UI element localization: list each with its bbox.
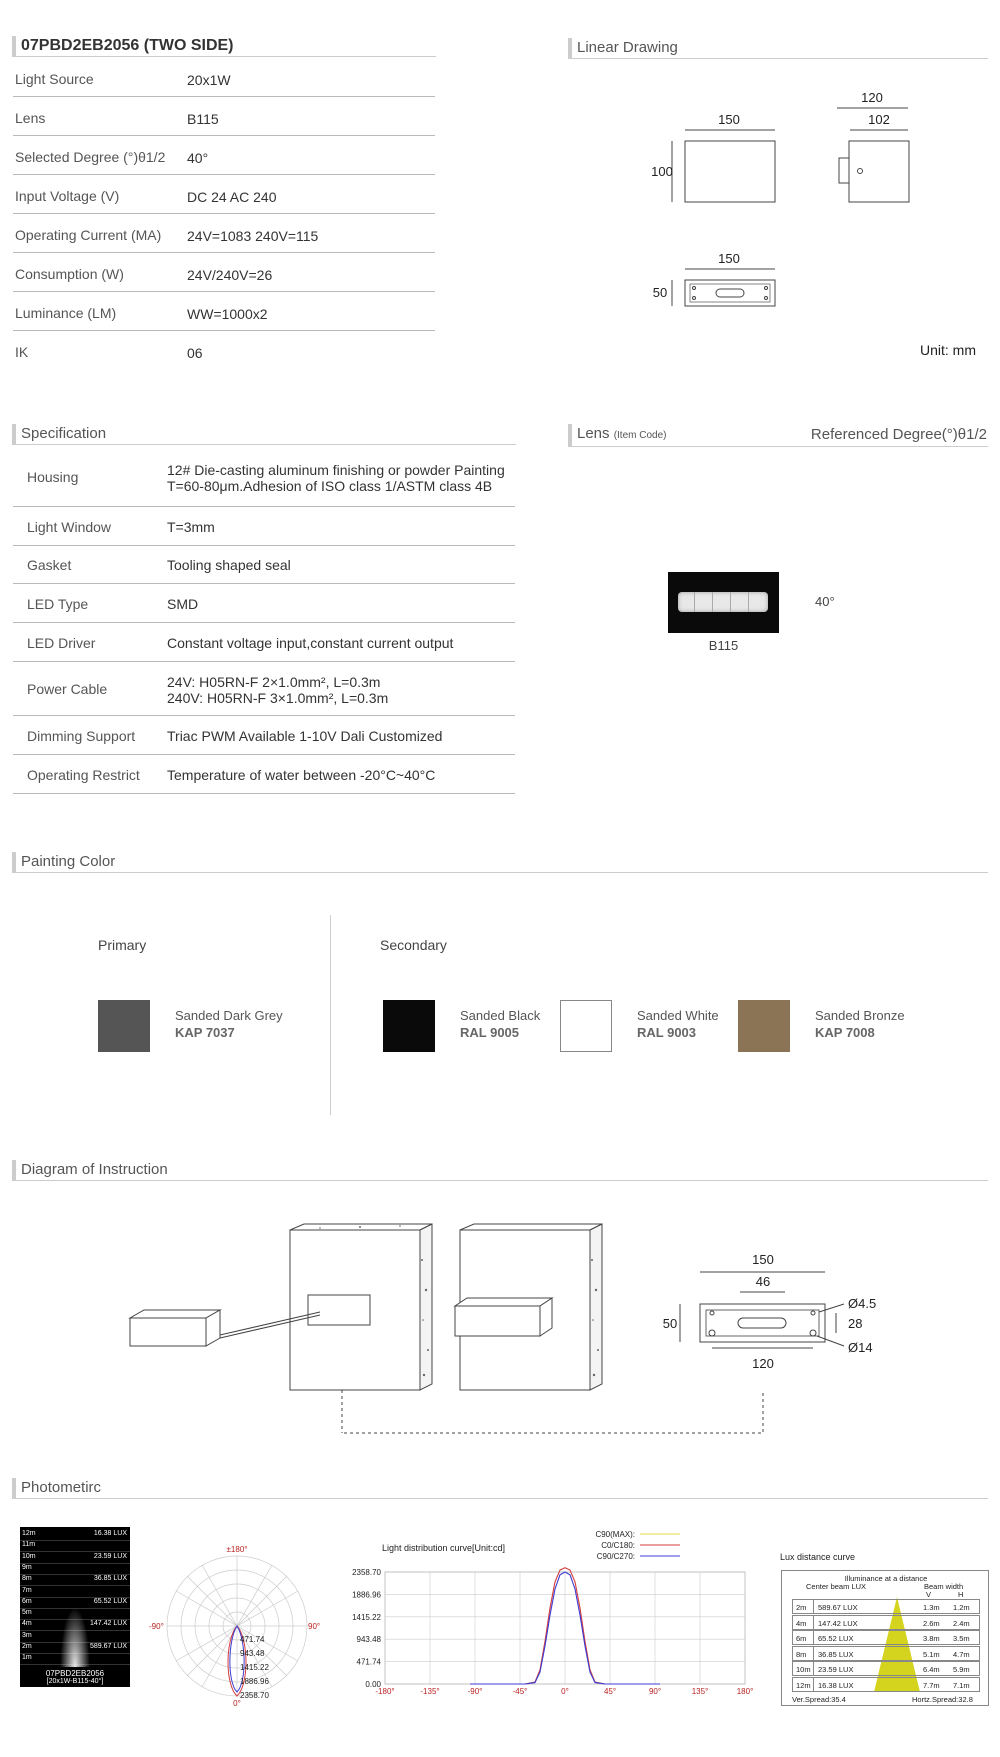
- polar-value: 2358.70: [240, 1691, 269, 1700]
- distance-label: 10m: [22, 1552, 36, 1560]
- product-row: [13, 253, 435, 292]
- diag-inner-height: 28: [848, 1316, 863, 1331]
- spec-value-line-1: Tooling shaped seal: [167, 557, 291, 573]
- diagram-title: Diagram of Instruction: [12, 1160, 988, 1181]
- distance-label: 11m: [22, 1541, 36, 1549]
- distance-label: 1m: [22, 1654, 32, 1662]
- spec-value-line-1: Temperature of water between -20°C~40°C: [167, 766, 436, 783]
- spec-row-value: [167, 728, 442, 744]
- distance-lux: 16.38 LUX: [93, 1530, 127, 1537]
- diag-hole-small: Ø4.5: [848, 1296, 877, 1311]
- lens-degree: 40°: [815, 594, 835, 609]
- lux-row-distance: 10m: [796, 1665, 811, 1674]
- x-tick-label: -90°: [467, 1687, 483, 1696]
- lux-table-col1: Center beam LUX: [806, 1582, 867, 1591]
- x-tick-label: 0°: [561, 1687, 569, 1696]
- lux-row-h: 3.5m: [953, 1634, 970, 1643]
- spec-row: [13, 662, 515, 716]
- color-label: [460, 1007, 540, 1041]
- lux-table-row: [792, 1661, 980, 1676]
- lux-row-value: 589.67 LUX: [818, 1603, 858, 1612]
- spec-row-key: LED Driver: [27, 634, 96, 651]
- distance-lux: 589.67 LUX: [90, 1643, 127, 1650]
- y-tick-label: 0.00: [365, 1680, 381, 1689]
- distance-label: 8m: [22, 1575, 32, 1583]
- lux-table-h: H: [958, 1590, 964, 1599]
- spec-row-value: [167, 462, 505, 494]
- linear-drawing-title: Linear Drawing: [568, 38, 988, 59]
- dim-bottom-width: 150: [718, 251, 740, 266]
- spec-row-key: Dimming Support: [27, 727, 136, 744]
- spec-row: [13, 546, 515, 584]
- lux-distance-title: Lux distance curve: [780, 1552, 856, 1562]
- distance-label: 7m: [22, 1586, 32, 1594]
- lux-table-v: V: [926, 1590, 932, 1599]
- diag-dim-total: 150: [752, 1252, 774, 1267]
- light-distribution-chart: [340, 1527, 765, 1702]
- lux-row-h: 2.4m: [953, 1618, 970, 1628]
- product-row-key: IK: [15, 344, 29, 360]
- spec-row-key: Light Window: [27, 518, 112, 535]
- installation-diagram: [120, 1220, 880, 1430]
- spec-value-line-1: 24V: H05RN-F 2×1.0mm², L=0.3m: [167, 674, 381, 690]
- lux-table-row: [792, 1677, 980, 1692]
- lux-row-v: 6.4m: [923, 1665, 940, 1674]
- spec-value-line-1: Constant voltage input,constant current output: [167, 634, 454, 651]
- x-tick-label: 180°: [736, 1687, 754, 1696]
- product-row-key: Luminance (LM): [15, 305, 117, 321]
- lux-table: [781, 1570, 989, 1706]
- lux-row-distance: 8m: [796, 1649, 807, 1659]
- lux-row-distance: 6m: [796, 1634, 807, 1643]
- lux-row-h: 4.7m: [953, 1649, 970, 1659]
- product-row: [13, 58, 435, 97]
- spec-row: [13, 623, 515, 662]
- mounting-plate: [308, 1295, 370, 1325]
- spec-row-key: Gasket: [27, 557, 72, 573]
- spec-row: [13, 755, 515, 794]
- product-row: [13, 331, 435, 370]
- product-row-key: Input Voltage (V): [15, 188, 120, 204]
- lux-row-value: 36.85 LUX: [818, 1649, 854, 1659]
- spec-row-key: Housing: [27, 468, 79, 485]
- fixture-1: [130, 1310, 220, 1346]
- ver-spread: Ver.Spread:35.4: [792, 1695, 846, 1704]
- lux-row-divider: [813, 1678, 814, 1692]
- x-tick-label: -45°: [512, 1687, 528, 1696]
- lux-row-value: 23.59 LUX: [818, 1665, 854, 1674]
- y-tick-label: 471.74: [356, 1657, 381, 1667]
- x-tick-label: 45°: [603, 1687, 617, 1696]
- product-title: 07PBD2EB2056 (TWO SIDE): [12, 36, 436, 57]
- spec-row: [13, 716, 515, 755]
- spec-value-line-1: SMD: [167, 595, 199, 612]
- color-name: Sanded Black: [460, 1008, 541, 1023]
- color-swatch: [383, 1000, 435, 1052]
- x-tick-label: 135°: [691, 1687, 709, 1696]
- product-row: [13, 175, 435, 214]
- polar-value: 471.74: [240, 1635, 265, 1644]
- lux-distance-image: [20, 1527, 130, 1687]
- product-row-value: B115: [187, 111, 219, 127]
- lux-table-row: [792, 1630, 980, 1645]
- lux-table-row: [792, 1599, 980, 1614]
- unit-label: Unit: mm: [920, 342, 976, 358]
- lux-row-v: 1.3m: [923, 1603, 940, 1612]
- diag-hole-distance: 120: [752, 1356, 774, 1371]
- color-divider: [330, 915, 331, 1115]
- lux-table-col2: Beam width: [924, 1582, 964, 1591]
- polar-diagram: [145, 1540, 321, 1708]
- lux-row-value: 147.42 LUX: [818, 1618, 858, 1628]
- color-name: Sanded White: [637, 1008, 719, 1023]
- dim-side-total: 120: [861, 90, 883, 105]
- distance-lux: 36.85 LUX: [93, 1575, 127, 1583]
- polar-value: 1886.96: [240, 1677, 269, 1686]
- color-swatch: [738, 1000, 790, 1052]
- color-code: RAL 9005: [460, 1025, 520, 1040]
- lens-title-small: (Item Code): [613, 430, 667, 441]
- diag-dim-slot: 46: [755, 1274, 771, 1289]
- dim-bottom-height: 50: [652, 285, 668, 300]
- polar-right-label: 90°: [308, 1622, 321, 1631]
- legend-label: C0/C180:: [601, 1541, 635, 1550]
- lux-row-v: 7.7m: [923, 1680, 940, 1690]
- dim-side-width: 102: [868, 112, 890, 127]
- lux-row-h: 5.9m: [953, 1665, 970, 1674]
- product-row-value: WW=1000x2: [187, 306, 268, 322]
- distance-label: 12m: [22, 1530, 36, 1537]
- y-tick-label: 943.48: [356, 1635, 381, 1645]
- y-tick-label: 1415.22: [352, 1612, 381, 1622]
- lux-row-v: 3.8m: [923, 1634, 940, 1643]
- spec-row: [13, 446, 515, 507]
- lens-code: B115: [708, 638, 739, 653]
- linear-drawing: [640, 88, 940, 328]
- spec-row-value: [167, 596, 198, 612]
- dim-front-width: 150: [718, 112, 740, 127]
- product-row-key: Consumption (W): [15, 266, 124, 282]
- distance-label: 3m: [22, 1631, 32, 1639]
- spec-row-value: [167, 767, 435, 783]
- legend-label: C90(MAX):: [595, 1530, 635, 1539]
- y-tick-label: 1886.96: [352, 1590, 381, 1600]
- dim-front-height: 100: [651, 164, 673, 179]
- referenced-degree-title: Referenced Degree(°)θ1/2: [810, 426, 987, 443]
- painting-color-title: Painting Color: [12, 852, 988, 873]
- lux-row-h: 1.2m: [953, 1603, 970, 1612]
- diag-dim-height: 50: [662, 1316, 678, 1331]
- color-code: KAP 7037: [175, 1025, 235, 1040]
- product-row: [13, 214, 435, 253]
- color-code: RAL 9003: [637, 1025, 697, 1040]
- lux-row-v: 5.1m: [923, 1649, 940, 1659]
- lux-row-divider: [813, 1631, 814, 1645]
- distance-gridline: [20, 1540, 130, 1541]
- distance-caption-2: [20x1W-B115-40°]: [46, 1678, 104, 1685]
- lux-row-distance: 2m: [796, 1603, 807, 1612]
- spec-value-line-1: Triac PWM Available 1-10V Dali Customized: [167, 727, 443, 744]
- lux-row-value: 16.38 LUX: [818, 1680, 854, 1690]
- color-label: [175, 1007, 283, 1041]
- curve-title: Light distribution curve[Unit:cd]: [382, 1543, 506, 1553]
- spec-row: [13, 507, 515, 546]
- spec-row-value: [167, 635, 453, 651]
- product-row-value: DC 24 AC 240: [187, 189, 277, 205]
- product-row-value: 20x1W: [187, 72, 231, 88]
- lux-row-distance: 4m: [796, 1618, 807, 1628]
- product-row: [13, 97, 435, 136]
- polar-bottom-label: 0°: [233, 1699, 241, 1708]
- product-row-key: Lens: [15, 110, 46, 126]
- color-name: Sanded Bronze: [815, 1008, 905, 1023]
- lux-row-divider: [813, 1616, 814, 1630]
- lens-title-text: Lens: [577, 425, 610, 442]
- spec-row-key: LED Type: [27, 595, 89, 612]
- light-beam: [60, 1607, 90, 1667]
- lux-table-header: Illuminance at a distance: [844, 1574, 928, 1583]
- distance-gridline: [20, 1563, 130, 1564]
- x-tick-label: -135°: [420, 1687, 440, 1696]
- specification-title: Specification: [12, 424, 516, 445]
- spec-value-line-2: 240V: H05RN-F 3×1.0mm², L=0.3m: [167, 690, 389, 706]
- polar-top-label: ±180°: [226, 1545, 248, 1554]
- product-row-key: Operating Current (MA): [15, 227, 162, 243]
- product-row-key: Light Source: [15, 71, 94, 87]
- distance-caption-1: 07PBD2EB2056: [45, 1669, 105, 1678]
- product-row-value: 24V=1083 240V=115: [187, 228, 319, 244]
- distance-label: 4m: [22, 1620, 32, 1628]
- distance-lux: 65.52 LUX: [93, 1597, 127, 1605]
- lens-image: [668, 572, 779, 633]
- lux-row-value: 65.52 LUX: [818, 1634, 854, 1643]
- spec-row-key: Power Cable: [27, 681, 108, 697]
- spec-row-value: [167, 519, 215, 535]
- spec-value-line-2: T=60-80μm.Adhesion of ISO class 1/ASTM class 4B: [167, 477, 493, 494]
- photometric-title: Photometirc: [12, 1478, 988, 1499]
- lux-row-divider: [813, 1662, 814, 1676]
- diag-hole-big: Ø14: [848, 1340, 873, 1355]
- product-row: [13, 136, 435, 175]
- spec-row-key: Operating Restrict: [27, 766, 140, 783]
- lux-table-row: [792, 1615, 980, 1630]
- color-swatch: [98, 1000, 150, 1052]
- spec-value-line-1: 12# Die-casting aluminum finishing or powder Painting: [167, 461, 505, 478]
- lux-row-v: 2.6m: [923, 1618, 940, 1628]
- product-row-value: 24V/240V=26: [187, 267, 273, 283]
- primary-label: Primary: [98, 937, 147, 953]
- lux-table-row: [792, 1646, 980, 1661]
- distance-label: 9m: [22, 1563, 32, 1571]
- color-code: KAP 7008: [815, 1025, 875, 1040]
- product-row-value: 40°: [187, 150, 209, 166]
- spec-value-line-1: T=3mm: [167, 518, 215, 535]
- color-label: [637, 1007, 719, 1041]
- lux-row-distance: 12m: [796, 1680, 811, 1690]
- legend-label: C90/C270:: [596, 1552, 635, 1561]
- x-tick-label: 90°: [648, 1687, 662, 1696]
- lux-row-h: 7.1m: [953, 1680, 970, 1690]
- distance-label: 6m: [22, 1597, 32, 1605]
- x-tick-label: -180°: [375, 1687, 395, 1696]
- distance-label: 5m: [22, 1609, 32, 1617]
- hor-spread: Hortz.Spread:32.8: [912, 1695, 973, 1704]
- distance-label: 2m: [22, 1643, 32, 1650]
- product-row-key: Selected Degree (°)θ1/2: [15, 149, 166, 165]
- distance-lux: 147.42 LUX: [90, 1620, 127, 1628]
- color-swatch: [560, 1000, 612, 1052]
- y-tick-label: 2358.70: [352, 1568, 381, 1577]
- distance-gridline: [20, 1585, 130, 1586]
- polar-left-label: -90°: [149, 1622, 164, 1631]
- distance-lux: 23.59 LUX: [93, 1552, 127, 1560]
- polar-value: 1415.22: [240, 1663, 269, 1672]
- polar-value: 943.48: [240, 1649, 265, 1658]
- spec-row-value: [167, 557, 291, 573]
- secondary-label: Secondary: [380, 937, 447, 953]
- product-row: [13, 292, 435, 331]
- color-label: [815, 1007, 905, 1041]
- front-view: [685, 141, 775, 202]
- lux-row-divider: [813, 1647, 814, 1661]
- product-row-value: 06: [187, 345, 203, 361]
- color-name: Sanded Dark Grey: [175, 1008, 283, 1023]
- spec-row-value: [167, 674, 388, 706]
- fixture-2: [455, 1298, 552, 1336]
- spec-row: [13, 584, 515, 623]
- lux-row-divider: [813, 1600, 814, 1614]
